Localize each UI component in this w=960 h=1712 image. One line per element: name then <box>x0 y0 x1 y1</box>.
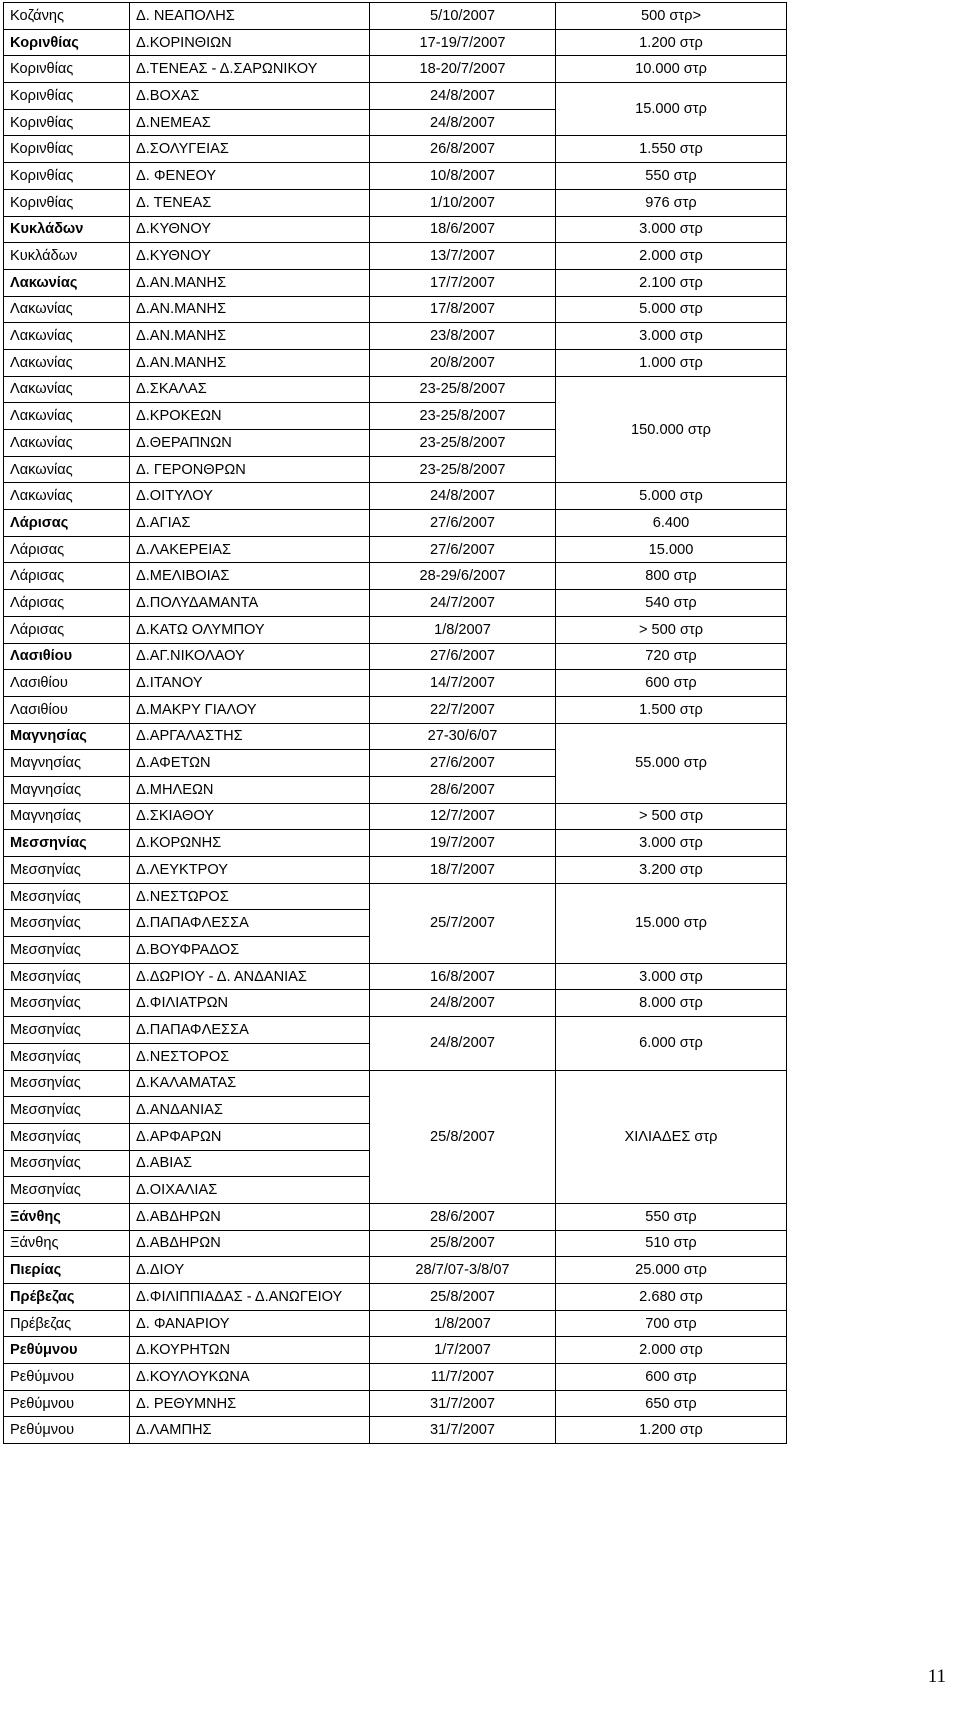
area-cell: 25.000 στρ <box>556 1257 787 1284</box>
area-cell: 55.000 στρ <box>556 723 787 803</box>
municipality-cell: Δ.ΒΟΧΑΣ <box>130 83 370 110</box>
date-cell: 12/7/2007 <box>370 803 556 830</box>
area-cell: 5.000 στρ <box>556 483 787 510</box>
table-row <box>4 189 787 216</box>
table-row <box>4 883 787 910</box>
municipality-cell: Δ.ΑΝΔΑΝΙΑΣ <box>130 1097 370 1124</box>
prefecture-cell: Μεσσηνίας <box>4 857 130 884</box>
area-cell: 600 στρ <box>556 1364 787 1391</box>
municipality-cell: Δ.ΑΝ.ΜΑΝΗΣ <box>130 269 370 296</box>
municipality-cell: Δ.ΚΑΛΑΜΑΤΑΣ <box>130 1070 370 1097</box>
area-cell: 15.000 στρ <box>556 883 787 963</box>
date-cell: 1/8/2007 <box>370 616 556 643</box>
prefecture-cell: Μαγνησίας <box>4 803 130 830</box>
area-cell: 540 στρ <box>556 590 787 617</box>
municipality-cell: Δ.ΣΚΙΑΘΟΥ <box>130 803 370 830</box>
table-row <box>4 216 787 243</box>
area-cell: 150.000 στρ <box>556 376 787 483</box>
municipality-cell: Δ.ΙΤΑΝΟΥ <box>130 670 370 697</box>
date-cell: 17/8/2007 <box>370 296 556 323</box>
date-cell: 14/7/2007 <box>370 670 556 697</box>
area-cell: 720 στρ <box>556 643 787 670</box>
municipality-cell: Δ.ΟΙΧΑΛΙΑΣ <box>130 1177 370 1204</box>
municipality-cell: Δ.ΑΓ.ΝΙΚΟΛΑΟΥ <box>130 643 370 670</box>
date-cell: 25/7/2007 <box>370 883 556 963</box>
table-row <box>4 963 787 990</box>
area-cell: 2.100 στρ <box>556 269 787 296</box>
municipality-cell: Δ.ΘΕΡΑΠΝΩΝ <box>130 430 370 457</box>
municipality-cell: Δ.ΚΟΡΙΝΘΙΩΝ <box>130 29 370 56</box>
table-row <box>4 510 787 537</box>
table-row <box>4 563 787 590</box>
date-cell: 24/8/2007 <box>370 83 556 110</box>
area-cell: 700 στρ <box>556 1310 787 1337</box>
area-cell: ΧΙΛΙΑΔΕΣ στρ <box>556 1070 787 1203</box>
date-cell: 20/8/2007 <box>370 349 556 376</box>
table-row <box>4 1390 787 1417</box>
municipality-cell: Δ.ΑΒΙΑΣ <box>130 1150 370 1177</box>
table-row <box>4 29 787 56</box>
fires-table-body <box>4 3 787 1444</box>
prefecture-cell: Μεσσηνίας <box>4 1043 130 1070</box>
municipality-cell: Δ.ΝΕΣΤΟΡΟΣ <box>130 1043 370 1070</box>
prefecture-cell: Λάρισας <box>4 510 130 537</box>
date-cell: 26/8/2007 <box>370 136 556 163</box>
table-row <box>4 349 787 376</box>
prefecture-cell: Λάρισας <box>4 590 130 617</box>
prefecture-cell: Λασιθίου <box>4 696 130 723</box>
prefecture-cell: Κορινθίας <box>4 83 130 110</box>
table-row <box>4 56 787 83</box>
municipality-cell: Δ.ΠΟΛΥΔΑΜΑΝΤΑ <box>130 590 370 617</box>
table-row <box>4 696 787 723</box>
municipality-cell: Δ.ΑΓΙΑΣ <box>130 510 370 537</box>
area-cell: 1.200 στρ <box>556 29 787 56</box>
municipality-cell: Δ. ΓΕΡΟΝΘΡΩΝ <box>130 456 370 483</box>
table-row <box>4 483 787 510</box>
table-row <box>4 803 787 830</box>
date-cell: 24/8/2007 <box>370 1017 556 1070</box>
date-cell: 23-25/8/2007 <box>370 376 556 403</box>
table-row <box>4 269 787 296</box>
date-cell: 24/8/2007 <box>370 990 556 1017</box>
prefecture-cell: Πρέβεζας <box>4 1310 130 1337</box>
prefecture-cell: Μεσσηνίας <box>4 1070 130 1097</box>
municipality-cell: Δ. ΡΕΘΥΜΝΗΣ <box>130 1390 370 1417</box>
table-row <box>4 643 787 670</box>
date-cell: 27/6/2007 <box>370 510 556 537</box>
date-cell: 18/6/2007 <box>370 216 556 243</box>
date-cell: 17-19/7/2007 <box>370 29 556 56</box>
municipality-cell: Δ.ΑΦΕΤΩΝ <box>130 750 370 777</box>
area-cell: 3.000 στρ <box>556 963 787 990</box>
date-cell: 27/6/2007 <box>370 536 556 563</box>
area-cell: 2.000 στρ <box>556 1337 787 1364</box>
date-cell: 22/7/2007 <box>370 696 556 723</box>
area-cell: 15.000 <box>556 536 787 563</box>
table-row <box>4 1364 787 1391</box>
area-cell: 650 στρ <box>556 1390 787 1417</box>
area-cell: 500 στρ> <box>556 3 787 30</box>
prefecture-cell: Λασιθίου <box>4 643 130 670</box>
municipality-cell: Δ.ΜΗΛΕΩΝ <box>130 776 370 803</box>
municipality-cell: Δ.ΠΑΠΑΦΛΕΣΣΑ <box>130 910 370 937</box>
date-cell: 11/7/2007 <box>370 1364 556 1391</box>
area-cell: 3.000 στρ <box>556 830 787 857</box>
date-cell: 23-25/8/2007 <box>370 430 556 457</box>
municipality-cell: Δ.ΠΑΠΑΦΛΕΣΣΑ <box>130 1017 370 1044</box>
prefecture-cell: Μεσσηνίας <box>4 883 130 910</box>
date-cell: 28/7/07-3/8/07 <box>370 1257 556 1284</box>
table-row <box>4 1337 787 1364</box>
prefecture-cell: Κορινθίας <box>4 163 130 190</box>
prefecture-cell: Μεσσηνίας <box>4 990 130 1017</box>
prefecture-cell: Λάρισας <box>4 563 130 590</box>
municipality-cell: Δ. ΦΕΝΕΟΥ <box>130 163 370 190</box>
municipality-cell: Δ.ΑΡΦΑΡΩΝ <box>130 1123 370 1150</box>
table-row <box>4 83 787 110</box>
municipality-cell: Δ.ΛΑΚΕΡΕΙΑΣ <box>130 536 370 563</box>
table-row <box>4 296 787 323</box>
municipality-cell: Δ. ΦΑΝΑΡΙΟΥ <box>130 1310 370 1337</box>
municipality-cell: Δ.ΣΚΑΛΑΣ <box>130 376 370 403</box>
municipality-cell: Δ.ΟΙΤΥΛΟΥ <box>130 483 370 510</box>
prefecture-cell: Πρέβεζας <box>4 1284 130 1311</box>
prefecture-cell: Μεσσηνίας <box>4 1017 130 1044</box>
table-row <box>4 616 787 643</box>
area-cell: 3.000 στρ <box>556 323 787 350</box>
date-cell: 24/7/2007 <box>370 590 556 617</box>
date-cell: 10/8/2007 <box>370 163 556 190</box>
municipality-cell: Δ.ΝΕΜΕΑΣ <box>130 109 370 136</box>
area-cell: 5.000 στρ <box>556 296 787 323</box>
area-cell: 15.000 στρ <box>556 83 787 136</box>
area-cell: 6.400 <box>556 510 787 537</box>
table-row <box>4 3 787 30</box>
table-row <box>4 1310 787 1337</box>
prefecture-cell: Λακωνίας <box>4 269 130 296</box>
prefecture-cell: Λακωνίας <box>4 376 130 403</box>
table-row <box>4 536 787 563</box>
table-row <box>4 1417 787 1444</box>
table-row <box>4 857 787 884</box>
prefecture-cell: Ρεθύμνου <box>4 1364 130 1391</box>
date-cell: 13/7/2007 <box>370 243 556 270</box>
date-cell: 27-30/6/07 <box>370 723 556 750</box>
municipality-cell: Δ.ΚΥΘΝΟΥ <box>130 243 370 270</box>
date-cell: 23-25/8/2007 <box>370 456 556 483</box>
area-cell: 2.000 στρ <box>556 243 787 270</box>
prefecture-cell: Λακωνίας <box>4 456 130 483</box>
area-cell: 2.680 στρ <box>556 1284 787 1311</box>
date-cell: 1/8/2007 <box>370 1310 556 1337</box>
table-row <box>4 376 787 403</box>
municipality-cell: Δ. ΤΕΝΕΑΣ <box>130 189 370 216</box>
prefecture-cell: Λάρισας <box>4 616 130 643</box>
municipality-cell: Δ.ΝΕΣΤΩΡΟΣ <box>130 883 370 910</box>
prefecture-cell: Ρεθύμνου <box>4 1390 130 1417</box>
area-cell: > 500 στρ <box>556 616 787 643</box>
date-cell: 1/7/2007 <box>370 1337 556 1364</box>
page-number: 11 <box>927 1666 946 1687</box>
prefecture-cell: Μεσσηνίας <box>4 830 130 857</box>
date-cell: 19/7/2007 <box>370 830 556 857</box>
area-cell: 510 στρ <box>556 1230 787 1257</box>
date-cell: 18-20/7/2007 <box>370 56 556 83</box>
municipality-cell: Δ.ΚΥΘΝΟΥ <box>130 216 370 243</box>
prefecture-cell: Κορινθίας <box>4 109 130 136</box>
municipality-cell: Δ.ΦΙΛΙΠΠΙΑΔΑΣ - Δ.ΑΝΩΓΕΙΟΥ <box>130 1284 370 1311</box>
date-cell: 24/8/2007 <box>370 483 556 510</box>
table-row <box>4 243 787 270</box>
date-cell: 23-25/8/2007 <box>370 403 556 430</box>
area-cell: 550 στρ <box>556 1203 787 1230</box>
date-cell: 5/10/2007 <box>370 3 556 30</box>
area-cell: 3.200 στρ <box>556 857 787 884</box>
prefecture-cell: Ρεθύμνου <box>4 1337 130 1364</box>
date-cell: 25/8/2007 <box>370 1284 556 1311</box>
date-cell: 23/8/2007 <box>370 323 556 350</box>
area-cell: 600 στρ <box>556 670 787 697</box>
table-row <box>4 670 787 697</box>
municipality-cell: Δ. ΝΕΑΠΟΛΗΣ <box>130 3 370 30</box>
municipality-cell: Δ.ΔΩΡΙΟΥ - Δ. ΑΝΔΑΝΙΑΣ <box>130 963 370 990</box>
prefecture-cell: Λακωνίας <box>4 323 130 350</box>
table-row <box>4 830 787 857</box>
date-cell: 18/7/2007 <box>370 857 556 884</box>
date-cell: 28/6/2007 <box>370 776 556 803</box>
table-row <box>4 323 787 350</box>
area-cell: 10.000 στρ <box>556 56 787 83</box>
table-row <box>4 1070 787 1097</box>
municipality-cell: Δ.ΑΝ.ΜΑΝΗΣ <box>130 296 370 323</box>
municipality-cell: Δ.ΑΒΔΗΡΩΝ <box>130 1230 370 1257</box>
municipality-cell: Δ.ΜΑΚΡΥ ΓΙΑΛΟΥ <box>130 696 370 723</box>
municipality-cell: Δ.ΛΑΜΠΗΣ <box>130 1417 370 1444</box>
prefecture-cell: Λακωνίας <box>4 430 130 457</box>
area-cell: 550 στρ <box>556 163 787 190</box>
municipality-cell: Δ.ΚΟΥΡΗΤΩΝ <box>130 1337 370 1364</box>
table-row <box>4 136 787 163</box>
prefecture-cell: Κοζάνης <box>4 3 130 30</box>
area-cell: 1.200 στρ <box>556 1417 787 1444</box>
area-cell: 3.000 στρ <box>556 216 787 243</box>
table-row <box>4 1203 787 1230</box>
table-row <box>4 163 787 190</box>
date-cell: 25/8/2007 <box>370 1230 556 1257</box>
date-cell: 1/10/2007 <box>370 189 556 216</box>
municipality-cell: Δ.ΜΕΛΙΒΟΙΑΣ <box>130 563 370 590</box>
prefecture-cell: Κυκλάδων <box>4 243 130 270</box>
prefecture-cell: Πιερίας <box>4 1257 130 1284</box>
prefecture-cell: Κορινθίας <box>4 136 130 163</box>
municipality-cell: Δ.ΑΡΓΑΛΑΣΤΗΣ <box>130 723 370 750</box>
area-cell: 976 στρ <box>556 189 787 216</box>
municipality-cell: Δ.ΔΙΟΥ <box>130 1257 370 1284</box>
fires-table <box>3 2 787 1444</box>
area-cell: 800 στρ <box>556 563 787 590</box>
date-cell: 16/8/2007 <box>370 963 556 990</box>
date-cell: 31/7/2007 <box>370 1390 556 1417</box>
prefecture-cell: Λάρισας <box>4 536 130 563</box>
date-cell: 27/6/2007 <box>370 643 556 670</box>
municipality-cell: Δ.ΑΒΔΗΡΩΝ <box>130 1203 370 1230</box>
prefecture-cell: Μεσσηνίας <box>4 910 130 937</box>
municipality-cell: Δ.ΚΡΟΚΕΩΝ <box>130 403 370 430</box>
municipality-cell: Δ.ΣΟΛΥΓΕΙΑΣ <box>130 136 370 163</box>
prefecture-cell: Μεσσηνίας <box>4 1123 130 1150</box>
prefecture-cell: Μαγνησίας <box>4 776 130 803</box>
date-cell: 28/6/2007 <box>370 1203 556 1230</box>
area-cell: 1.550 στρ <box>556 136 787 163</box>
prefecture-cell: Ξάνθης <box>4 1230 130 1257</box>
date-cell: 28-29/6/2007 <box>370 563 556 590</box>
prefecture-cell: Μεσσηνίας <box>4 937 130 964</box>
prefecture-cell: Ρεθύμνου <box>4 1417 130 1444</box>
table-row <box>4 1257 787 1284</box>
municipality-cell: Δ.ΑΝ.ΜΑΝΗΣ <box>130 349 370 376</box>
prefecture-cell: Μεσσηνίας <box>4 1097 130 1124</box>
date-cell: 31/7/2007 <box>370 1417 556 1444</box>
prefecture-cell: Κορινθίας <box>4 56 130 83</box>
prefecture-cell: Μεσσηνίας <box>4 1177 130 1204</box>
date-cell: 27/6/2007 <box>370 750 556 777</box>
municipality-cell: Δ.ΦΙΛΙΑΤΡΩΝ <box>130 990 370 1017</box>
table-row <box>4 590 787 617</box>
prefecture-cell: Λακωνίας <box>4 483 130 510</box>
municipality-cell: Δ.ΛΕΥΚΤΡΟΥ <box>130 857 370 884</box>
municipality-cell: Δ.ΒΟΥΦΡΑΔΟΣ <box>130 937 370 964</box>
municipality-cell: Δ.ΑΝ.ΜΑΝΗΣ <box>130 323 370 350</box>
prefecture-cell: Μαγνησίας <box>4 750 130 777</box>
table-row <box>4 1230 787 1257</box>
date-cell: 25/8/2007 <box>370 1070 556 1203</box>
area-cell: 6.000 στρ <box>556 1017 787 1070</box>
municipality-cell: Δ.ΤΕΝΕΑΣ - Δ.ΣΑΡΩΝΙΚΟΥ <box>130 56 370 83</box>
municipality-cell: Δ.ΚΟΥΛΟΥΚΩΝΑ <box>130 1364 370 1391</box>
area-cell: 1.000 στρ <box>556 349 787 376</box>
prefecture-cell: Μεσσηνίας <box>4 1150 130 1177</box>
municipality-cell: Δ.ΚΟΡΩΝΗΣ <box>130 830 370 857</box>
table-row <box>4 1284 787 1311</box>
prefecture-cell: Κορινθίας <box>4 29 130 56</box>
area-cell: 8.000 στρ <box>556 990 787 1017</box>
prefecture-cell: Κυκλάδων <box>4 216 130 243</box>
table-row <box>4 723 787 750</box>
prefecture-cell: Λακωνίας <box>4 349 130 376</box>
prefecture-cell: Λασιθίου <box>4 670 130 697</box>
prefecture-cell: Ξάνθης <box>4 1203 130 1230</box>
prefecture-cell: Κορινθίας <box>4 189 130 216</box>
prefecture-cell: Λακωνίας <box>4 403 130 430</box>
prefecture-cell: Λακωνίας <box>4 296 130 323</box>
area-cell: > 500 στρ <box>556 803 787 830</box>
table-row <box>4 1017 787 1044</box>
date-cell: 24/8/2007 <box>370 109 556 136</box>
date-cell: 17/7/2007 <box>370 269 556 296</box>
table-row <box>4 990 787 1017</box>
prefecture-cell: Μαγνησίας <box>4 723 130 750</box>
prefecture-cell: Μεσσηνίας <box>4 963 130 990</box>
municipality-cell: Δ.ΚΑΤΩ ΟΛΥΜΠΟΥ <box>130 616 370 643</box>
area-cell: 1.500 στρ <box>556 696 787 723</box>
